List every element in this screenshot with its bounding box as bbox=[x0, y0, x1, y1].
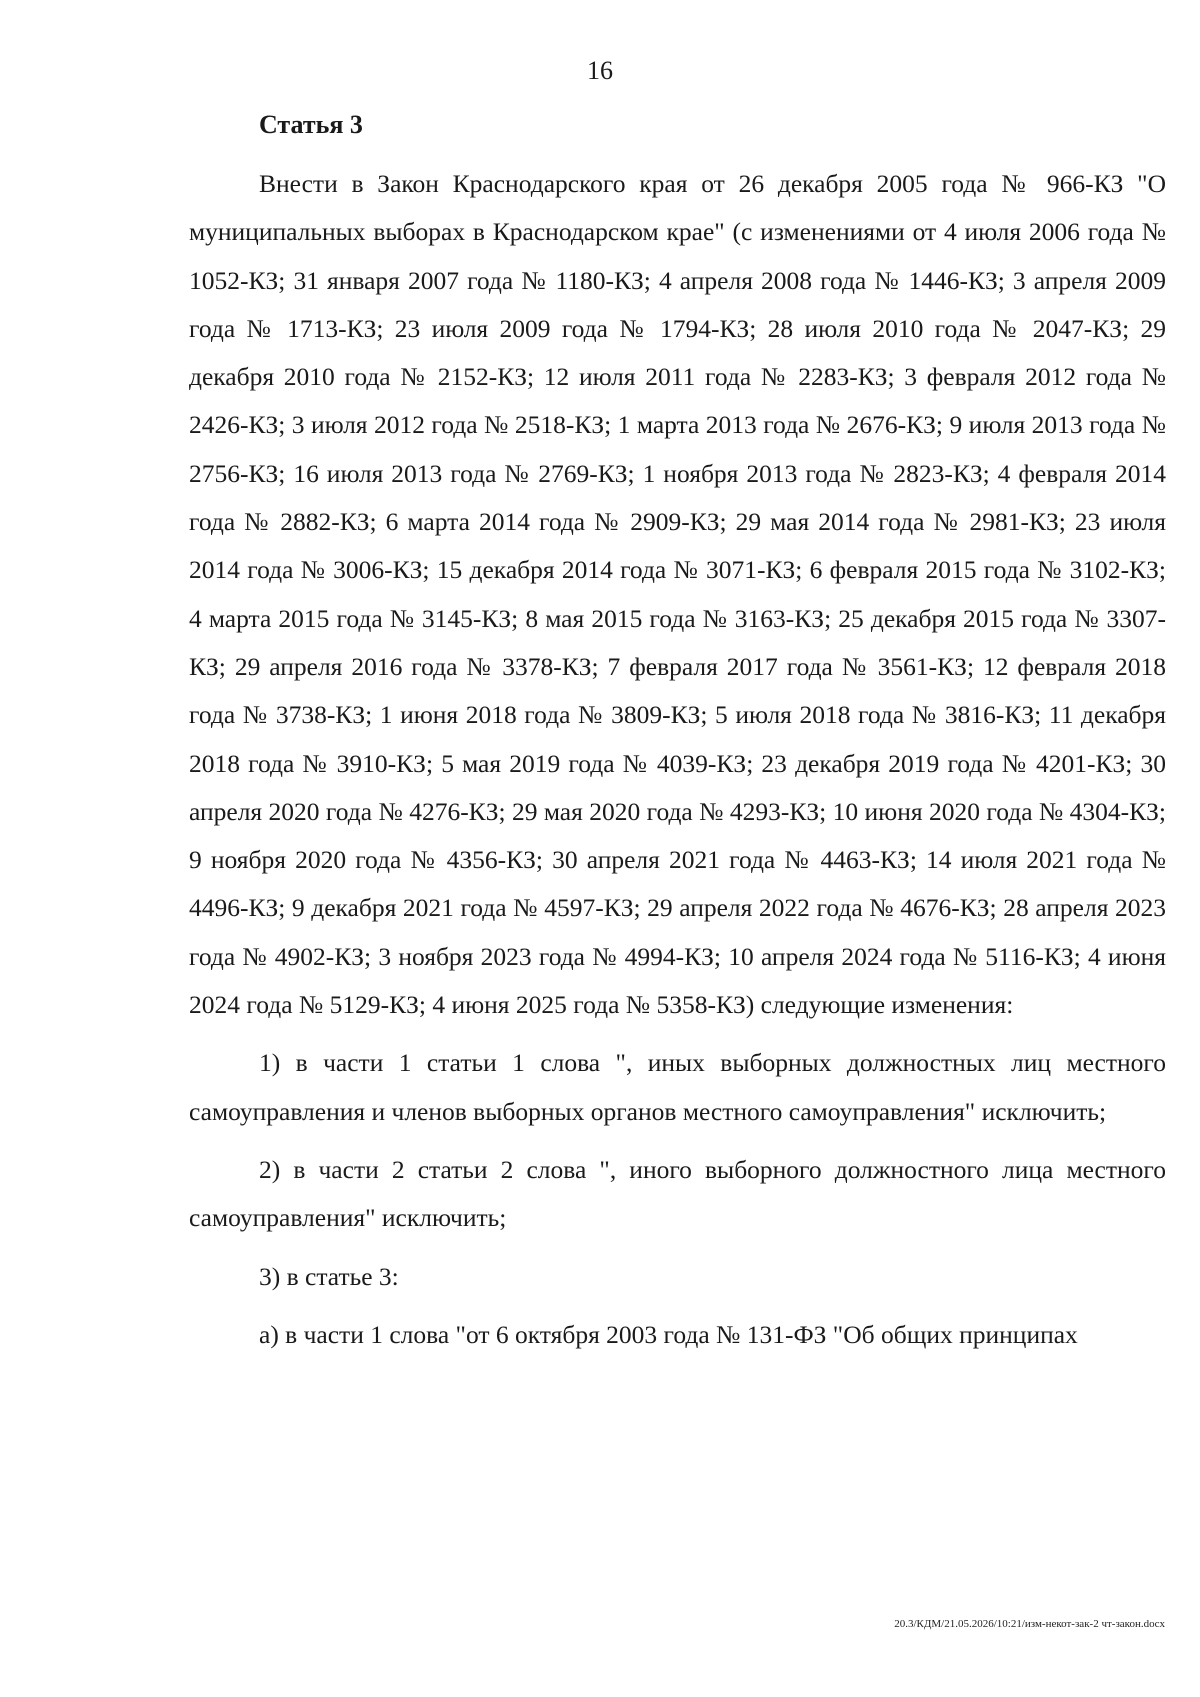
list-item: 1) в части 1 статьи 1 слова ", иных выборных должностных лиц местного самоуправления и членов выборных органов местного самоуправления" исключить; bbox=[189, 1048, 1166, 1126]
intro-paragraph: Внести в Закон Краснодарского края от 26 декабря 2005 года № 966-КЗ "О муниципальных выборах в Краснодарском крае" (с изменениями от 4 июля 2006 года № 1052-КЗ; 31 января 2007 года № 1180-КЗ; 4 апреля 2008 года № 1446-КЗ; 3 апреля 2009 года № 1713-КЗ; 23 июля 2009 года № 1794-КЗ; 28 июля 2010 года № 2047-КЗ; 29 декабря 2010 года № 2152-КЗ; 12 июля 2011 года № 2283-КЗ; 3 февраля 2012 года № 2426-КЗ; 3 июля 2012 года № 2518-КЗ; 1 марта 2013 года № 2676-КЗ; 9 июля 2013 года № 2756-КЗ; 16 июля 2013 года № 2769-КЗ; 1 ноября 2013 года № 2823-КЗ; 4 февраля 2014 года № 2882-КЗ; 6 марта 2014 года № 2909-КЗ; 29 мая 2014 года № 2981-КЗ; 23 июля 2014 года № 3006-КЗ; 15 декабря 2014 года № 3071-КЗ; 6 февраля 2015 года № 3102-КЗ; 4 марта 2015 года № 3145-КЗ; 8 мая 2015 года № 3163-КЗ; 25 декабря 2015 года № 3307-КЗ; 29 апреля 2016 года № 3378-КЗ; 7 февраля 2017 года № 3561-КЗ; 12 февраля 2018 года № 3738-КЗ; 1 июня 2018 года № 3809-КЗ; 5 июля 2018 года № 3816-КЗ; 11 декабря 2018 года № 3910-КЗ; 5 мая 2019 года № 4039-КЗ; 23 декабря 2019 года № 4201-КЗ; 30 апреля 2020 года № 4276-КЗ; 29 мая 2020 года № 4293-КЗ; 10 июня 2020 года № 4304-КЗ; 9 ноября 2020 года № 4356-КЗ; 30 апреля 2021 года № 4463-КЗ; 14 июля 2021 года № 4496-КЗ; 9 декабря 2021 года № 4597-КЗ; 29 апреля 2022 года № 4676-КЗ; 28 апреля 2023 года № 4902-КЗ; 3 ноября 2023 года № 4994-КЗ; 10 апреля 2024 года № 5116-КЗ; 4 июня 2024 года № 5129-КЗ; 4 июня 2025 года № 5358-КЗ) следующие изменения: bbox=[189, 169, 1166, 1020]
file-reference: 20.3/КДМ/21.05.2026/10:21/изм-некот-зак-2 чт-закон.docx bbox=[894, 1618, 1165, 1630]
article-title: Статья 3 bbox=[259, 110, 363, 139]
list-item: 2) в части 2 статьи 2 слова ", иного выборного должностного лица местного самоуправления" исключить; bbox=[189, 1154, 1166, 1233]
document-body bbox=[189, 160, 1166, 1359]
page-number: 16 bbox=[587, 56, 613, 85]
list-item: а) в части 1 слова "от 6 октября 2003 года № 131-ФЗ "Об общих принципах bbox=[259, 1319, 1078, 1349]
list-item: 3) в статье 3: bbox=[259, 1261, 399, 1291]
